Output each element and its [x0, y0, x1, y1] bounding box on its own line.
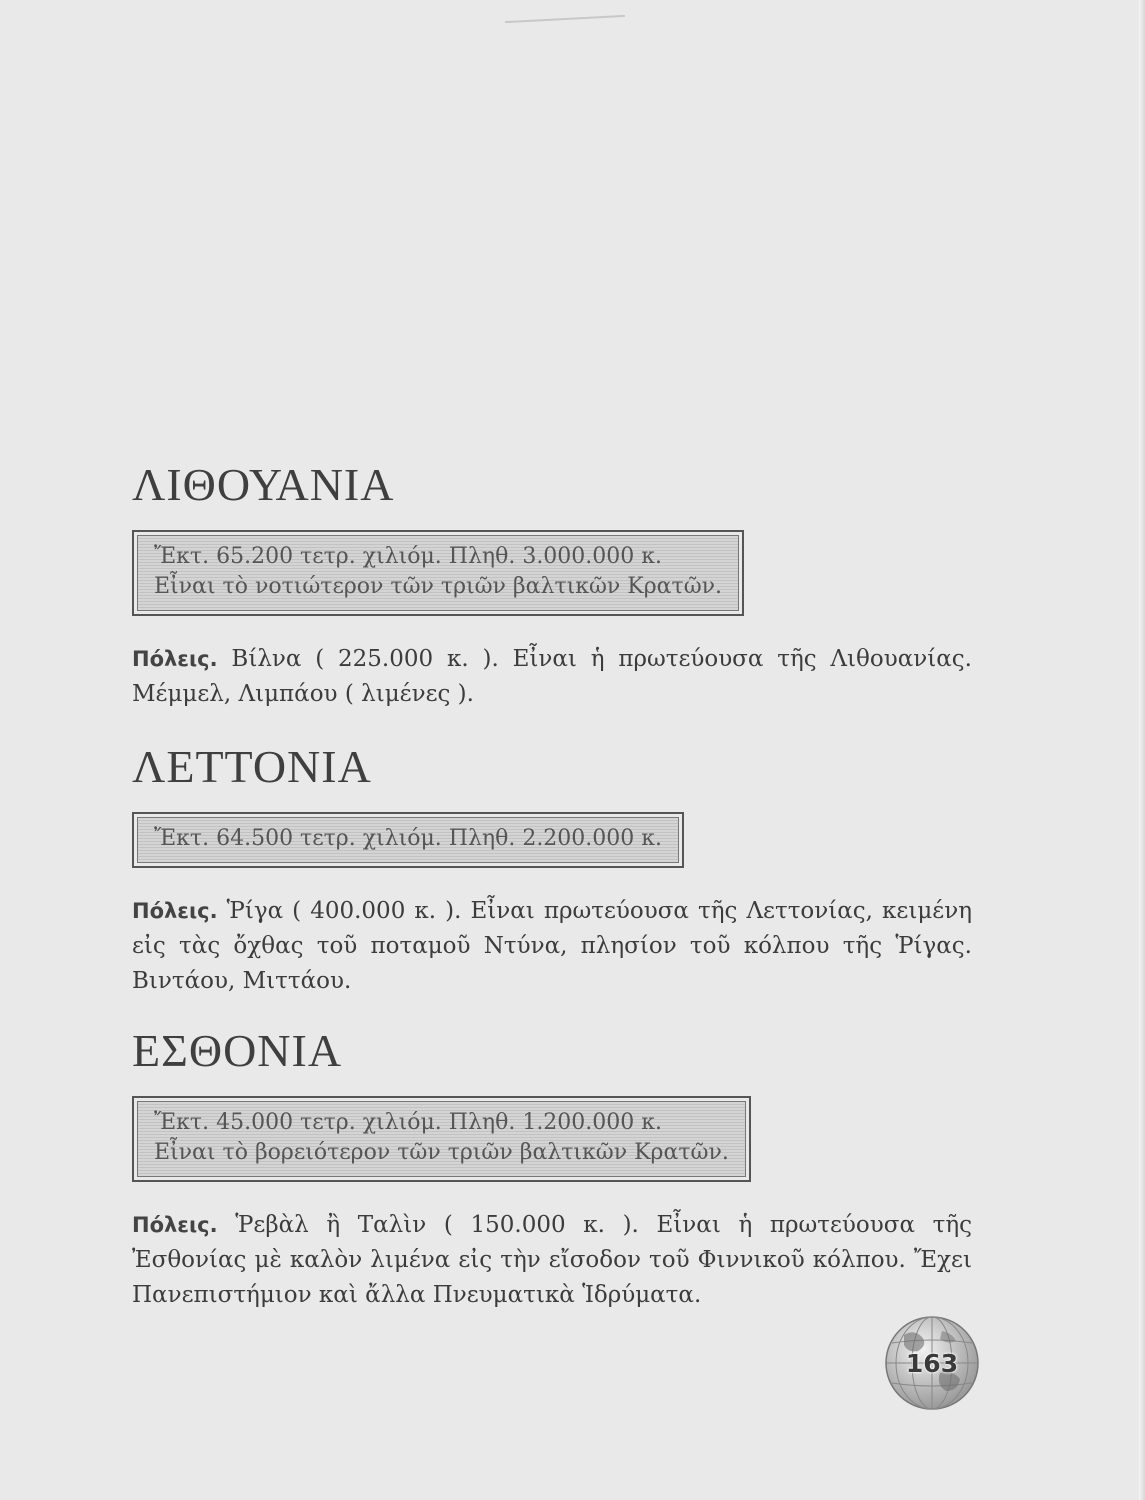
section-heading: ΛΙΘΟΥΑΝΙΑ [132, 459, 395, 510]
info-line: Εἶναι τὸ νοτιώτερον τῶν τριῶν βαλτικῶν Κρατῶν. [154, 574, 723, 599]
info-line: Ἔκτ. 64.500 τετρ. χιλιόμ. Πληθ. 2.200.000 κ. [154, 826, 663, 851]
cities-paragraph [132, 642, 972, 712]
page-number-badge [882, 1313, 982, 1413]
cities-label: Πόλεις. [132, 647, 218, 671]
cities-paragraph [132, 1208, 972, 1313]
page-edge [1139, 0, 1145, 1500]
cities-text: Βίλνα ( 225.000 κ. ). Εἶναι ἡ πρωτεύουσα τῆς Λιθουανίας. Μέμμελ, Λιμπάου ( λιμένες ). [132, 646, 972, 707]
info-box [132, 1096, 751, 1182]
info-line: Εἶναι τὸ βορειότερον τῶν τριῶν βαλτικῶν Κρατῶν. [154, 1140, 729, 1165]
info-box [132, 530, 744, 616]
info-box [132, 812, 684, 868]
cities-label: Πόλεις. [132, 899, 218, 923]
section-heading: ΛΕΤΤΟΝΙΑ [132, 741, 372, 792]
cities-paragraph [132, 894, 972, 999]
section-estonia [132, 1025, 972, 1336]
info-line: Ἔκτ. 45.000 τετρ. χιλιόμ. Πληθ. 1.200.000 κ. [154, 1110, 663, 1135]
section-lithuania [132, 459, 972, 735]
info-box-content [137, 535, 739, 611]
cities-text: Ῥίγα ( 400.000 κ. ). Εἶναι πρωτεύουσα τῆς Λεττονίας, κειμένη εἰς τὰς ὄχθας τοῦ ποταμοῦ Ντύνα, πλησίον τοῦ κόλπου τῆς Ῥίγας. Βιντάου, Μιττάου. [132, 898, 972, 994]
scan-artifact [505, 15, 625, 23]
info-box-content [137, 817, 679, 863]
info-box-content [137, 1101, 746, 1177]
cities-label: Πόλεις. [132, 1213, 218, 1237]
section-latvia [132, 741, 972, 1022]
section-heading: ΕΣΘΟΝΙΑ [132, 1025, 343, 1076]
cities-text: Ῥεβὰλ ἢ Ταλὶν ( 150.000 κ. ). Εἶναι ἡ πρωτεύουσα τῆς Ἐσθονίας μὲ καλὸν λιμένα εἰς τὴν εἴσοδον τοῦ Φιννικοῦ κόλπου. Ἔχει Πανεπιστήμιον καὶ ἄλλα Πνευματικὰ Ἱδρύματα. [132, 1212, 972, 1308]
page-number: 163 [905, 1349, 959, 1378]
info-line: Ἔκτ. 65.200 τετρ. χιλιόμ. Πληθ. 3.000.000 κ. [154, 544, 663, 569]
